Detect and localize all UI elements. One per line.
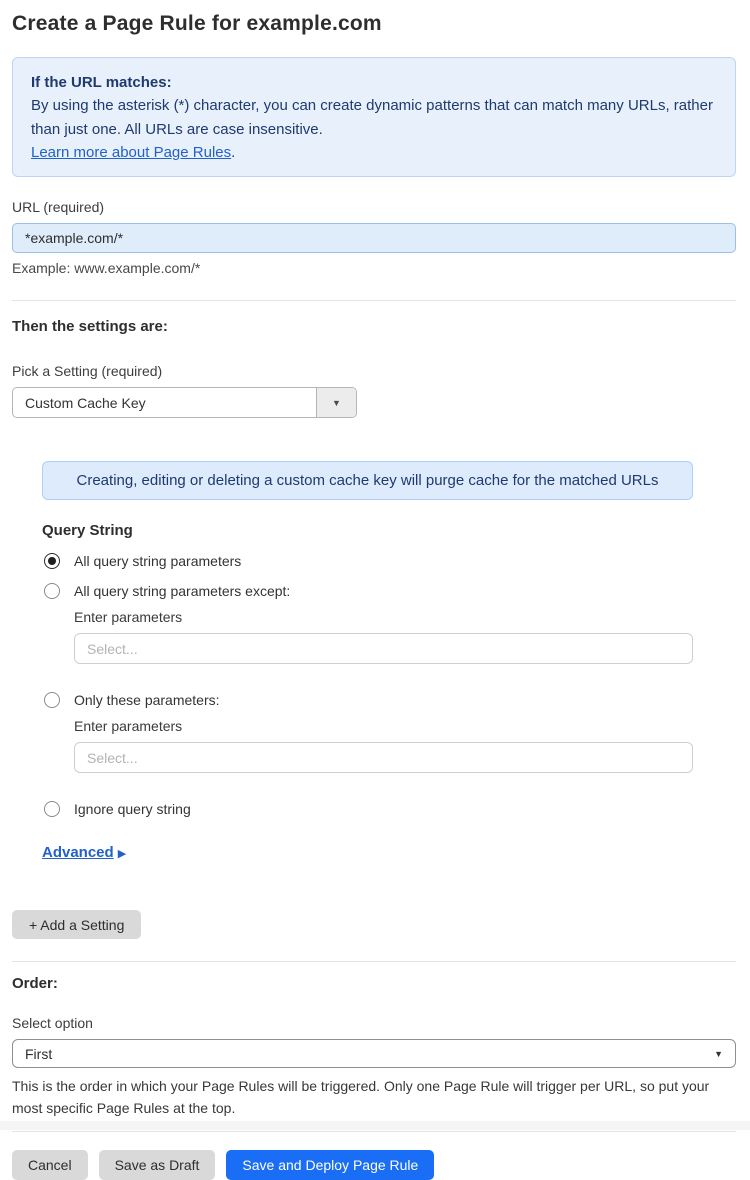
radio-ignore-query-string[interactable] bbox=[44, 801, 60, 817]
order-help-text: This is the order in which your Page Rules will be triggered. Only one Page Rule will trigger per URL, so put your most specific Page Rules at the top. bbox=[12, 1078, 710, 1117]
enter-parameters-label: Enter parameters bbox=[74, 609, 183, 625]
url-field-label: URL (required) bbox=[12, 199, 105, 215]
link-period: . bbox=[231, 143, 236, 161]
query-string-heading: Query String bbox=[42, 522, 133, 539]
radio-row-all-params bbox=[44, 553, 736, 569]
cache-purge-notice: Creating, editing or deleting a custom cache key will purge cache for the matched URLs bbox=[42, 461, 693, 500]
cancel-button[interactable]: Cancel bbox=[12, 1150, 88, 1180]
section-divider bbox=[12, 961, 736, 962]
chevron-down-icon[interactable]: ▼ bbox=[316, 388, 356, 417]
advanced-link[interactable]: Advanced bbox=[42, 844, 114, 861]
radio-label: Only these parameters: bbox=[74, 692, 220, 708]
save-deploy-button[interactable]: Save and Deploy Page Rule bbox=[226, 1150, 434, 1180]
url-match-info-box bbox=[12, 57, 736, 177]
radio-label: All query string parameters bbox=[74, 553, 242, 569]
order-dropdown-value: First bbox=[25, 1045, 53, 1062]
radio-label: All query string parameters except: bbox=[74, 583, 291, 599]
order-select-label: Select option bbox=[12, 1015, 93, 1031]
section-divider bbox=[12, 300, 736, 301]
page-bottom-edge bbox=[0, 1121, 750, 1130]
radio-all-except[interactable] bbox=[44, 583, 60, 599]
radio-all-params[interactable] bbox=[44, 553, 60, 569]
radio-row-all-except bbox=[44, 583, 736, 599]
info-box-body: By using the asterisk (*) character, you can create dynamic patterns that can match many URLs, rather than just one. All URLs are case insensitive. bbox=[31, 97, 713, 138]
radio-only-these[interactable] bbox=[44, 692, 60, 708]
info-box-heading: If the URL matches: bbox=[31, 74, 172, 91]
radio-label: Ignore query string bbox=[74, 801, 191, 817]
except-parameters-input[interactable] bbox=[74, 633, 693, 664]
footer-buttons bbox=[12, 1150, 736, 1180]
setting-picker-label: Pick a Setting (required) bbox=[12, 363, 163, 379]
order-dropdown[interactable] bbox=[12, 1039, 736, 1068]
learn-more-link[interactable]: Learn more about Page Rules bbox=[31, 143, 232, 161]
save-draft-button[interactable]: Save as Draft bbox=[99, 1150, 216, 1180]
footer-divider bbox=[12, 1131, 736, 1132]
add-setting-button[interactable]: + Add a Setting bbox=[12, 910, 141, 939]
radio-row-ignore bbox=[44, 801, 736, 817]
info-box-link-line bbox=[31, 141, 717, 164]
url-input[interactable] bbox=[12, 223, 736, 253]
page-title: Create a Page Rule for example.com bbox=[12, 12, 382, 35]
order-heading: Order: bbox=[12, 975, 58, 992]
chevron-right-icon: ▶ bbox=[117, 848, 127, 860]
radio-row-only-these bbox=[44, 692, 736, 708]
advanced-row bbox=[42, 844, 736, 861]
settings-heading: Then the settings are: bbox=[12, 318, 168, 335]
chevron-down-icon: ▼ bbox=[714, 1048, 723, 1059]
enter-parameters-label: Enter parameters bbox=[74, 718, 183, 734]
url-example-text: Example: www.example.com/* bbox=[12, 260, 201, 276]
setting-picker-value: Custom Cache Key bbox=[25, 394, 146, 411]
setting-picker-dropdown[interactable] bbox=[12, 387, 357, 418]
only-parameters-input[interactable] bbox=[74, 742, 693, 773]
